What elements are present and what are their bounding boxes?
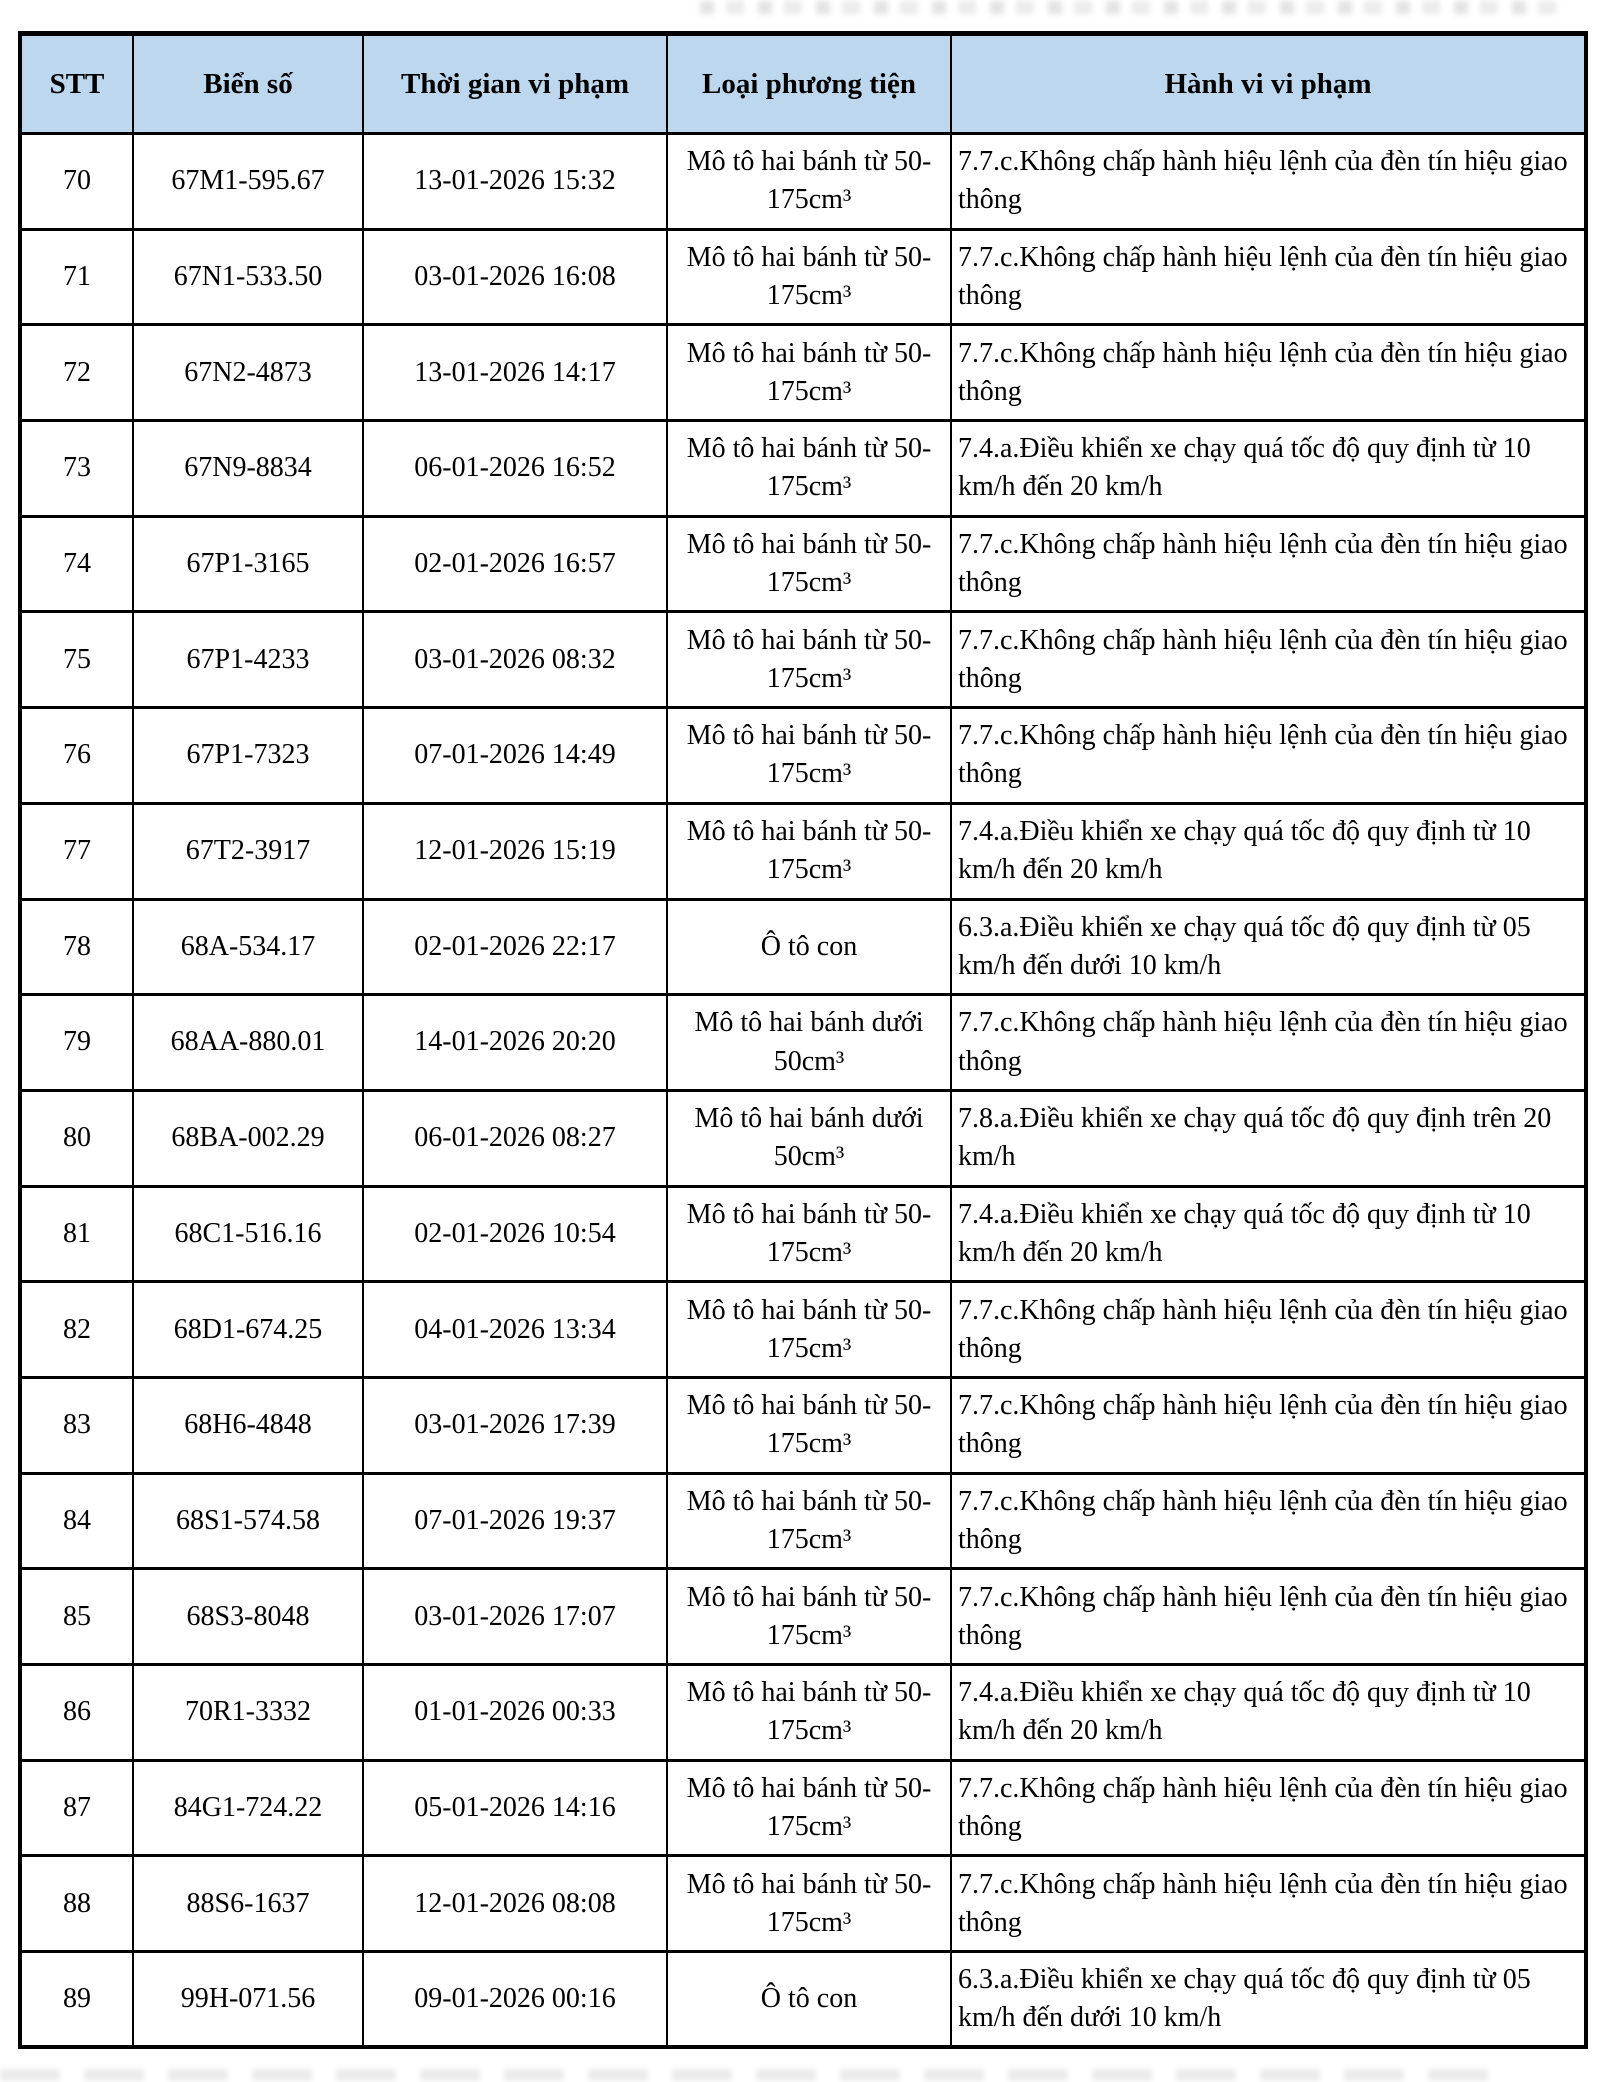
cell-vehicle: Mô tô hai bánh từ 50-175cm³ xyxy=(667,1377,951,1473)
cell-plate: 68A-534.17 xyxy=(133,899,363,995)
table-row xyxy=(20,1856,1586,1952)
cell-time: 06-01-2026 16:52 xyxy=(363,421,667,517)
cell-stt: 76 xyxy=(20,708,133,804)
cell-vehicle: Mô tô hai bánh từ 50-175cm³ xyxy=(667,1665,951,1761)
cell-stt: 81 xyxy=(20,1186,133,1282)
cell-violation: 7.7.c.Không chấp hành hiệu lệnh của đèn tín hiệu giao thông xyxy=(951,134,1586,230)
cell-time: 07-01-2026 19:37 xyxy=(363,1473,667,1569)
cell-plate: 68BA-002.29 xyxy=(133,1090,363,1186)
cell-stt: 77 xyxy=(20,803,133,899)
table-row xyxy=(20,1665,1586,1761)
cell-vehicle: Mô tô hai bánh từ 50-175cm³ xyxy=(667,134,951,230)
cell-time: 01-01-2026 00:33 xyxy=(363,1665,667,1761)
table-row xyxy=(20,1952,1586,2048)
cell-stt: 71 xyxy=(20,229,133,325)
cell-violation: 7.8.a.Điều khiển xe chạy quá tốc độ quy định trên 20 km/h xyxy=(951,1090,1586,1186)
table-row xyxy=(20,421,1586,517)
table-row xyxy=(20,1090,1586,1186)
cropped-content-artifact-bottom xyxy=(0,2069,1490,2081)
cell-plate: 67T2-3917 xyxy=(133,803,363,899)
cell-time: 02-01-2026 22:17 xyxy=(363,899,667,995)
cell-vehicle: Mô tô hai bánh từ 50-175cm³ xyxy=(667,1186,951,1282)
cell-vehicle: Mô tô hai bánh từ 50-175cm³ xyxy=(667,325,951,421)
table-row xyxy=(20,1473,1586,1569)
table-row xyxy=(20,1282,1586,1378)
table-row xyxy=(20,516,1586,612)
cell-time: 03-01-2026 17:07 xyxy=(363,1569,667,1665)
violations-table-header xyxy=(20,34,1586,134)
cell-plate: 68H6-4848 xyxy=(133,1377,363,1473)
table-row xyxy=(20,899,1586,995)
cell-violation: 7.4.a.Điều khiển xe chạy quá tốc độ quy định từ 10 km/h đến 20 km/h xyxy=(951,1186,1586,1282)
cell-plate: 99H-071.56 xyxy=(133,1952,363,2048)
header-row xyxy=(20,34,1586,134)
cell-stt: 75 xyxy=(20,612,133,708)
cell-violation: 7.7.c.Không chấp hành hiệu lệnh của đèn tín hiệu giao thông xyxy=(951,1377,1586,1473)
cell-stt: 84 xyxy=(20,1473,133,1569)
cell-violation: 7.7.c.Không chấp hành hiệu lệnh của đèn tín hiệu giao thông xyxy=(951,229,1586,325)
cell-vehicle: Mô tô hai bánh từ 50-175cm³ xyxy=(667,516,951,612)
cell-stt: 87 xyxy=(20,1760,133,1856)
cell-time: 09-01-2026 00:16 xyxy=(363,1952,667,2048)
cell-vehicle: Mô tô hai bánh từ 50-175cm³ xyxy=(667,421,951,517)
cell-plate: 67P1-3165 xyxy=(133,516,363,612)
table-row xyxy=(20,708,1586,804)
cell-stt: 70 xyxy=(20,134,133,230)
cell-violation: 6.3.a.Điều khiển xe chạy quá tốc độ quy định từ 05 km/h đến dưới 10 km/h xyxy=(951,899,1586,995)
column-header-plate: Biển số xyxy=(133,34,363,134)
cell-vehicle: Ô tô con xyxy=(667,1952,951,2048)
column-header-time: Thời gian vi phạm xyxy=(363,34,667,134)
cell-plate: 67N1-533.50 xyxy=(133,229,363,325)
cell-violation: 7.7.c.Không chấp hành hiệu lệnh của đèn tín hiệu giao thông xyxy=(951,612,1586,708)
cell-stt: 86 xyxy=(20,1665,133,1761)
cell-stt: 89 xyxy=(20,1952,133,2048)
cell-plate: 68S3-8048 xyxy=(133,1569,363,1665)
cell-time: 13-01-2026 14:17 xyxy=(363,325,667,421)
cell-plate: 67M1-595.67 xyxy=(133,134,363,230)
cell-plate: 67N9-8834 xyxy=(133,421,363,517)
table-row xyxy=(20,803,1586,899)
cell-vehicle: Ô tô con xyxy=(667,899,951,995)
cell-plate: 68AA-880.01 xyxy=(133,995,363,1091)
cell-time: 02-01-2026 16:57 xyxy=(363,516,667,612)
cell-time: 12-01-2026 08:08 xyxy=(363,1856,667,1952)
cell-plate: 68D1-674.25 xyxy=(133,1282,363,1378)
cell-violation: 7.7.c.Không chấp hành hiệu lệnh của đèn tín hiệu giao thông xyxy=(951,708,1586,804)
cell-violation: 7.7.c.Không chấp hành hiệu lệnh của đèn tín hiệu giao thông xyxy=(951,516,1586,612)
cell-violation: 7.7.c.Không chấp hành hiệu lệnh của đèn tín hiệu giao thông xyxy=(951,1760,1586,1856)
cell-stt: 80 xyxy=(20,1090,133,1186)
cell-time: 14-01-2026 20:20 xyxy=(363,995,667,1091)
table-row xyxy=(20,1760,1586,1856)
cell-time: 13-01-2026 15:32 xyxy=(363,134,667,230)
cell-violation: 7.7.c.Không chấp hành hiệu lệnh của đèn tín hiệu giao thông xyxy=(951,325,1586,421)
cropped-content-artifact-top xyxy=(700,1,1560,14)
violations-table xyxy=(18,31,1588,2049)
cell-violation: 7.7.c.Không chấp hành hiệu lệnh của đèn tín hiệu giao thông xyxy=(951,995,1586,1091)
cell-stt: 72 xyxy=(20,325,133,421)
cell-time: 07-01-2026 14:49 xyxy=(363,708,667,804)
cell-vehicle: Mô tô hai bánh từ 50-175cm³ xyxy=(667,708,951,804)
cell-stt: 73 xyxy=(20,421,133,517)
table-row xyxy=(20,1569,1586,1665)
cell-plate: 68C1-516.16 xyxy=(133,1186,363,1282)
cell-violation: 7.4.a.Điều khiển xe chạy quá tốc độ quy định từ 10 km/h đến 20 km/h xyxy=(951,421,1586,517)
cell-plate: 84G1-724.22 xyxy=(133,1760,363,1856)
cell-time: 05-01-2026 14:16 xyxy=(363,1760,667,1856)
cell-vehicle: Mô tô hai bánh từ 50-175cm³ xyxy=(667,229,951,325)
cell-vehicle: Mô tô hai bánh dưới 50cm³ xyxy=(667,995,951,1091)
cell-stt: 83 xyxy=(20,1377,133,1473)
cell-time: 12-01-2026 15:19 xyxy=(363,803,667,899)
cell-time: 03-01-2026 16:08 xyxy=(363,229,667,325)
cell-time: 04-01-2026 13:34 xyxy=(363,1282,667,1378)
cell-plate: 67N2-4873 xyxy=(133,325,363,421)
cell-stt: 88 xyxy=(20,1856,133,1952)
cell-vehicle: Mô tô hai bánh từ 50-175cm³ xyxy=(667,612,951,708)
cell-stt: 74 xyxy=(20,516,133,612)
cell-time: 03-01-2026 08:32 xyxy=(363,612,667,708)
table-row xyxy=(20,995,1586,1091)
cell-violation: 7.7.c.Không chấp hành hiệu lệnh của đèn tín hiệu giao thông xyxy=(951,1282,1586,1378)
table-row xyxy=(20,1186,1586,1282)
cell-vehicle: Mô tô hai bánh từ 50-175cm³ xyxy=(667,1473,951,1569)
cell-plate: 70R1-3332 xyxy=(133,1665,363,1761)
cell-plate: 67P1-7323 xyxy=(133,708,363,804)
column-header-vehicle: Loại phương tiện xyxy=(667,34,951,134)
table-row xyxy=(20,612,1586,708)
cell-plate: 88S6-1637 xyxy=(133,1856,363,1952)
cell-stt: 79 xyxy=(20,995,133,1091)
cell-plate: 67P1-4233 xyxy=(133,612,363,708)
cell-time: 03-01-2026 17:39 xyxy=(363,1377,667,1473)
table-row xyxy=(20,134,1586,230)
cell-stt: 78 xyxy=(20,899,133,995)
cell-violation: 7.7.c.Không chấp hành hiệu lệnh của đèn tín hiệu giao thông xyxy=(951,1856,1586,1952)
cell-vehicle: Mô tô hai bánh từ 50-175cm³ xyxy=(667,1856,951,1952)
violations-table-body xyxy=(20,134,1586,2048)
cell-stt: 85 xyxy=(20,1569,133,1665)
cell-violation: 7.7.c.Không chấp hành hiệu lệnh của đèn tín hiệu giao thông xyxy=(951,1473,1586,1569)
cell-violation: 6.3.a.Điều khiển xe chạy quá tốc độ quy định từ 05 km/h đến dưới 10 km/h xyxy=(951,1952,1586,2048)
cell-stt: 82 xyxy=(20,1282,133,1378)
table-row xyxy=(20,229,1586,325)
cell-vehicle: Mô tô hai bánh từ 50-175cm³ xyxy=(667,1569,951,1665)
cell-violation: 7.7.c.Không chấp hành hiệu lệnh của đèn tín hiệu giao thông xyxy=(951,1569,1586,1665)
cell-vehicle: Mô tô hai bánh dưới 50cm³ xyxy=(667,1090,951,1186)
cell-vehicle: Mô tô hai bánh từ 50-175cm³ xyxy=(667,803,951,899)
cell-violation: 7.4.a.Điều khiển xe chạy quá tốc độ quy định từ 10 km/h đến 20 km/h xyxy=(951,803,1586,899)
column-header-stt: STT xyxy=(20,34,133,134)
table-row xyxy=(20,325,1586,421)
table-row xyxy=(20,1377,1586,1473)
column-header-violation: Hành vi vi phạm xyxy=(951,34,1586,134)
cell-vehicle: Mô tô hai bánh từ 50-175cm³ xyxy=(667,1282,951,1378)
cell-plate: 68S1-574.58 xyxy=(133,1473,363,1569)
cell-violation: 7.4.a.Điều khiển xe chạy quá tốc độ quy định từ 10 km/h đến 20 km/h xyxy=(951,1665,1586,1761)
cell-time: 06-01-2026 08:27 xyxy=(363,1090,667,1186)
cell-vehicle: Mô tô hai bánh từ 50-175cm³ xyxy=(667,1760,951,1856)
cell-time: 02-01-2026 10:54 xyxy=(363,1186,667,1282)
